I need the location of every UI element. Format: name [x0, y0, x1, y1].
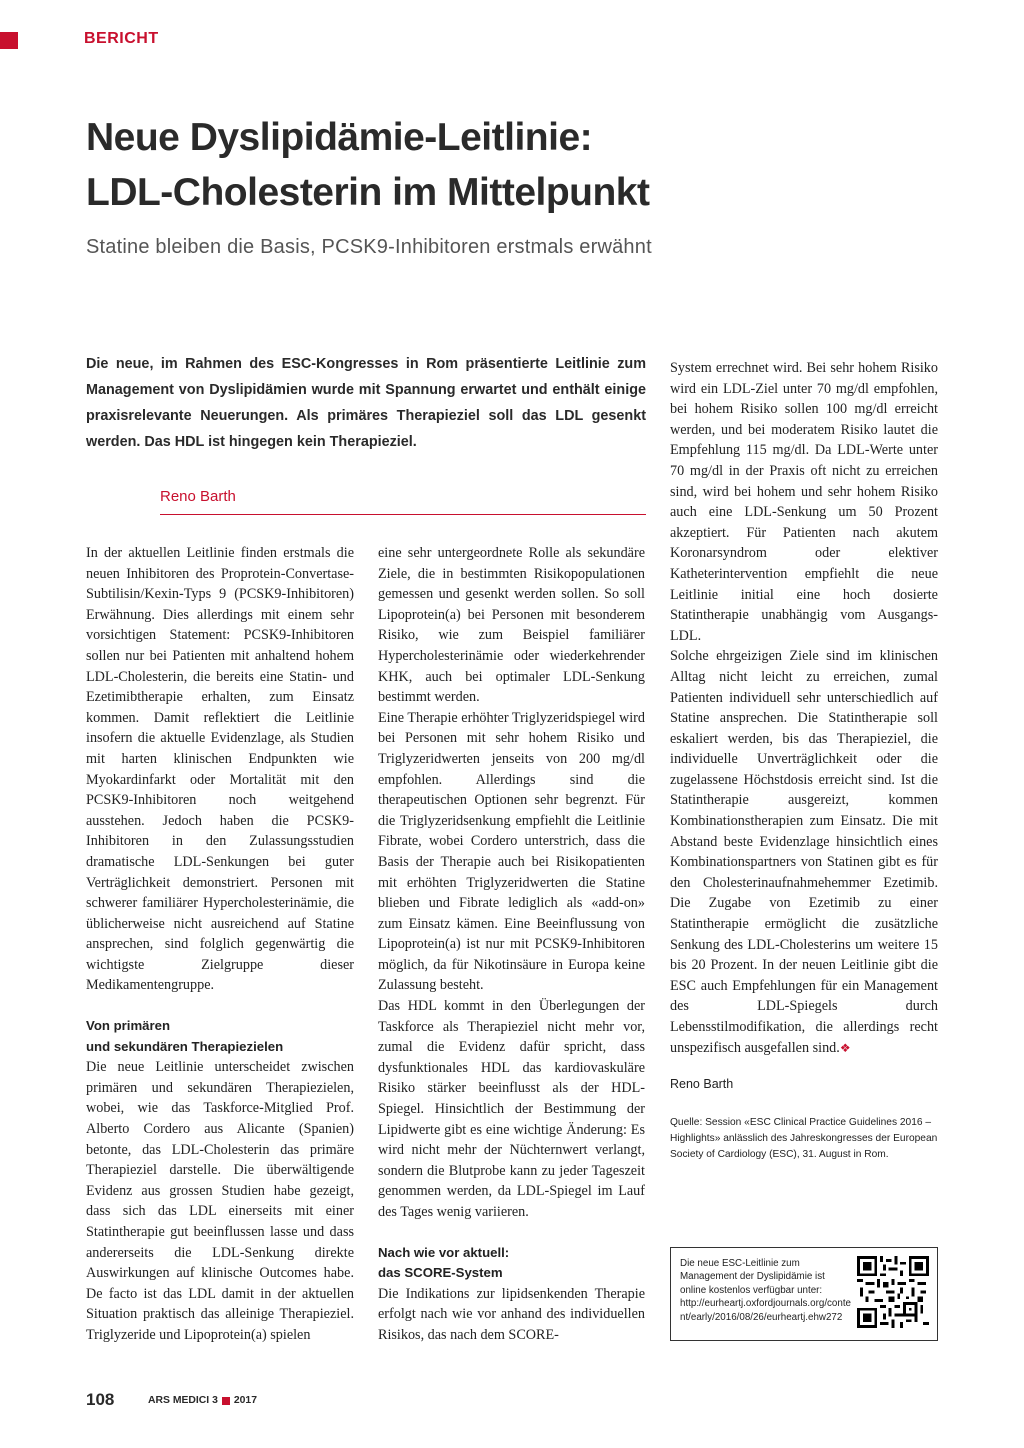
online-info-box	[670, 1247, 938, 1341]
article-title-line-1: Neue Dyslipidämie-Leitlinie:	[86, 116, 593, 159]
info-box-text	[680, 1257, 852, 1324]
paragraph: eine sehr untergeordnete Rolle als sekundäre Ziele, die in bestimmten Risikopopulationen gemessen und gesenkt werden sollen. So soll Lipoprotein(a) bei Personen mit besonderem Risiko, wie zum Beispiel familiärer Hypercholesterinämie oder wiederkehrender KHK, auch bei optimaler LDL-Senkung bestimmt werden.	[378, 545, 645, 706]
journal-footer	[148, 1395, 257, 1406]
subheading-line-2: und sekundären Therapiezielen	[86, 1038, 284, 1054]
paragraph: Die Indikations zur lipidsenkenden Therapie erfolgt nach wie vor anhand des individuellen Risikos, das nach dem SCORE-	[378, 1285, 645, 1343]
info-box-url[interactable]: http://eurheartj.oxfordjournals.org/content/early/2016/08/26/eurheartj.ehw272	[680, 1298, 852, 1323]
article-lead: Die neue, im Rahmen des ESC-Kongresses in Rom präsentierte Leitlinie zum Management von Dyslipidämien wurde mit Spannung erwartet und enthält einige praxisrelevante Neuerungen. Als primäres Therapieziel soll das LDL gesenkt werden. Das HDL ist hingegen kein Therapieziel.	[86, 356, 646, 450]
paragraph: Das HDL kommt in den Überlegungen der Taskforce als Therapieziel nicht mehr vor, zumal die Evidenz dafür spricht, dass dysfunktionales HDL das kardiovaskuläre Risiko stärker beeinflusst als der HDL-Spiegel. Hinsichtlich der Bestimmung der Lipidwerte gibt es eine wichtige Änderung: Es wird nicht mehr der Nüchternwert verlangt, sondern die Blutprobe kann zu jeder Tageszeit genommen werden, da LDL-Spiegel im Lauf des Tages wenig variieren.	[378, 998, 645, 1220]
footer-separator	[222, 1397, 230, 1405]
page-number: 108	[86, 1390, 115, 1409]
article-subtitle: Statine bleiben die Basis, PCSK9-Inhibitoren erstmals erwähnt	[86, 236, 652, 258]
body-column-2	[378, 543, 645, 1346]
paragraph: Die neue Leitlinie unterscheidet zwischen primären und sekundären Therapiezielen, wobei, wie das Taskforce-Mitglied Prof. Alberto Cordero aus Alicante (Spanien) betonte, das LDL-Cholesterin das primäre Therapieziel darstelle. Die überwältigende Evidenz aus grossen Studien habe gezeigt, dass sich das LDL einerseits mit einer Statintherapie gut beeinflussen lasse und dass andererseits die LDL-Senkung direkte Auswirkungen auf klinische Outcomes habe. De facto ist das LDL damit in der aktuellen Situation praktisch das alleinige Therapieziel. Triglyzeride und Lipoprotein(a) spielen	[86, 1059, 354, 1343]
paragraph: Eine Therapie erhöhter Triglyzeridspiegel wird bei Personen mit sehr hohem Risiko und Triglyzeridwerten jenseits von 200 mg/dl empfohlen. Allerdings sind die therapeutischen Optionen sehr begrenzt. Für die Triglyzeridsenkung empfiehlt die Leitlinie Fibrate, wobei Cordero unterstrich, dass die Basis der Therapie auch bei Risikopatienten mit erhöhten Triglyzeridwerten die Statine blieben und Fibrate lediglich als «add-on» zum Einsatz kämen. Eine Beeinflussung von Lipoprotein(a) ist nur mit PCSK9-Inhibitoren möglich, da für Nikotinsäure in Europa keine Zulassung besteht.	[378, 709, 645, 994]
body-column-3	[670, 358, 938, 1163]
info-box-description: Die neue ESC-Leitlinie zum Management der Dyslipidämie ist online kostenlos verfügbar unter:	[680, 1258, 825, 1296]
article-title-line-2: LDL-Cholesterin im Mittelpunkt	[86, 171, 650, 214]
subheading-line-2: das SCORE-System	[378, 1265, 503, 1281]
subheading	[378, 1243, 645, 1284]
paragraph: System errechnet wird. Bei sehr hohem Risiko wird ein LDL-Ziel unter 70 mg/dl empfohlen, bei hohem Risiko sollen 100 mg/dl erreicht werden, und bei moderatem Risiko lautet die Empfehlung 115 mg/dl. Da LDL-Werte unter 70 mg/dl in der Praxis oft nicht zu erreichen sind, wird bei hohem und sehr hohem Risiko auch eine LDL-Senkung um 50 Prozent akzeptiert. Für Patienten nach akutem Koronarsyndrom oder elektiver Katheterintervention empfiehlt die neue Leitlinie initial eine hoch dosierte Statintherapie unabhängig vom Ausgangs-LDL.	[670, 360, 938, 644]
author-name: Reno Barth	[160, 488, 236, 505]
section-label: BERICHT	[84, 30, 159, 47]
end-mark-icon: ❖	[839, 1040, 851, 1055]
byline: Reno Barth	[670, 1077, 734, 1092]
journal-name: ARS MEDICI 3	[148, 1395, 218, 1406]
article-title	[86, 110, 966, 220]
paragraph: In der aktuellen Leitlinie finden erstmals die neuen Inhibitoren des Proprotein-Convertase-Subtilisin/Kexin-Typs 9 (PCSK9-Inhibitoren) Erwähnung. Dies allerdings mit einem sehr vorsichtigen Statement: PCSK9-Inhibitoren sollen nur bei Patienten mit anhaltend hohem LDL-Cholesterin, die bereits eine Statin- und Ezetimibtherapie erhalten, zum Einsatz kommen. Damit reflektiert die Leitlinie insofern die aktuelle Evidenzlage, als Studien mit harten klinischen Endpunkten wie Myokardinfarkt oder Mortalität mit den PCSK9-Inhibitoren noch weitgehend ausstehen. Jedoch haben die PCSK9-Inhibitoren in den Zulassungsstudien dramatische LDL-Senkungen bei guter Verträglichkeit demonstriert. Personen mit schwerer familiärer Hypercholesterinämie, die üblicherweise nicht ausreichend auf Statine ansprechen, sind folglich gegenwärtig die wichtigste Zielgruppe dieser Medikamentengruppe.	[86, 545, 354, 994]
qr-code-icon[interactable]	[857, 1256, 929, 1328]
subheading-line-1: Nach wie vor aktuell:	[378, 1244, 510, 1260]
paragraph-text: Solche ehrgeizigen Ziele sind im klinischen Alltag nicht leicht zu erreichen, zumal Patienten individuell sehr unterschiedlich auf Statine ansprechen. Die Statintherapie soll eskaliert werden, bis das Therapieziel, die individuelle Unverträglichkeit oder die zugelassene Höchstdosis erreicht sind. Ist die Statintherapie ausgereizt, kommen Kombinationstherapien zum Einsatz. Die mit Abstand beste Evidenzlage hinsichtlich eines Kombinationspartners von Statinen gibt es für den Cholesterinaufnahmehemmer Ezetimib. Die Zugabe von Ezetimib zu einer Statintherapie ermöglicht die zusätzliche Senkung des LDL-Cholesterins um weitere 15 bis 20 Prozent. In der neuen Leitlinie gibt die ESC auch Empfehlungen für ein Management des LDL-Spiegels durch Lebensstilmodifikation, die allerdings recht unspezifisch ausgefallen sind.	[670, 648, 938, 1056]
subheading-line-1: Von primären	[86, 1018, 171, 1034]
subheading	[86, 1016, 354, 1057]
journal-year: 2017	[233, 1395, 257, 1406]
paragraph	[670, 646, 938, 1058]
section-marker	[0, 32, 18, 49]
body-column-1	[86, 543, 354, 1346]
author-rule	[160, 514, 646, 515]
source-note: Quelle: Session «ESC Clinical Practice Guidelines 2016 – Highlights» anlässlich des Jahreskongresses der European Society of Cardiology (ESC), 31. August in Rom.	[670, 1116, 938, 1160]
